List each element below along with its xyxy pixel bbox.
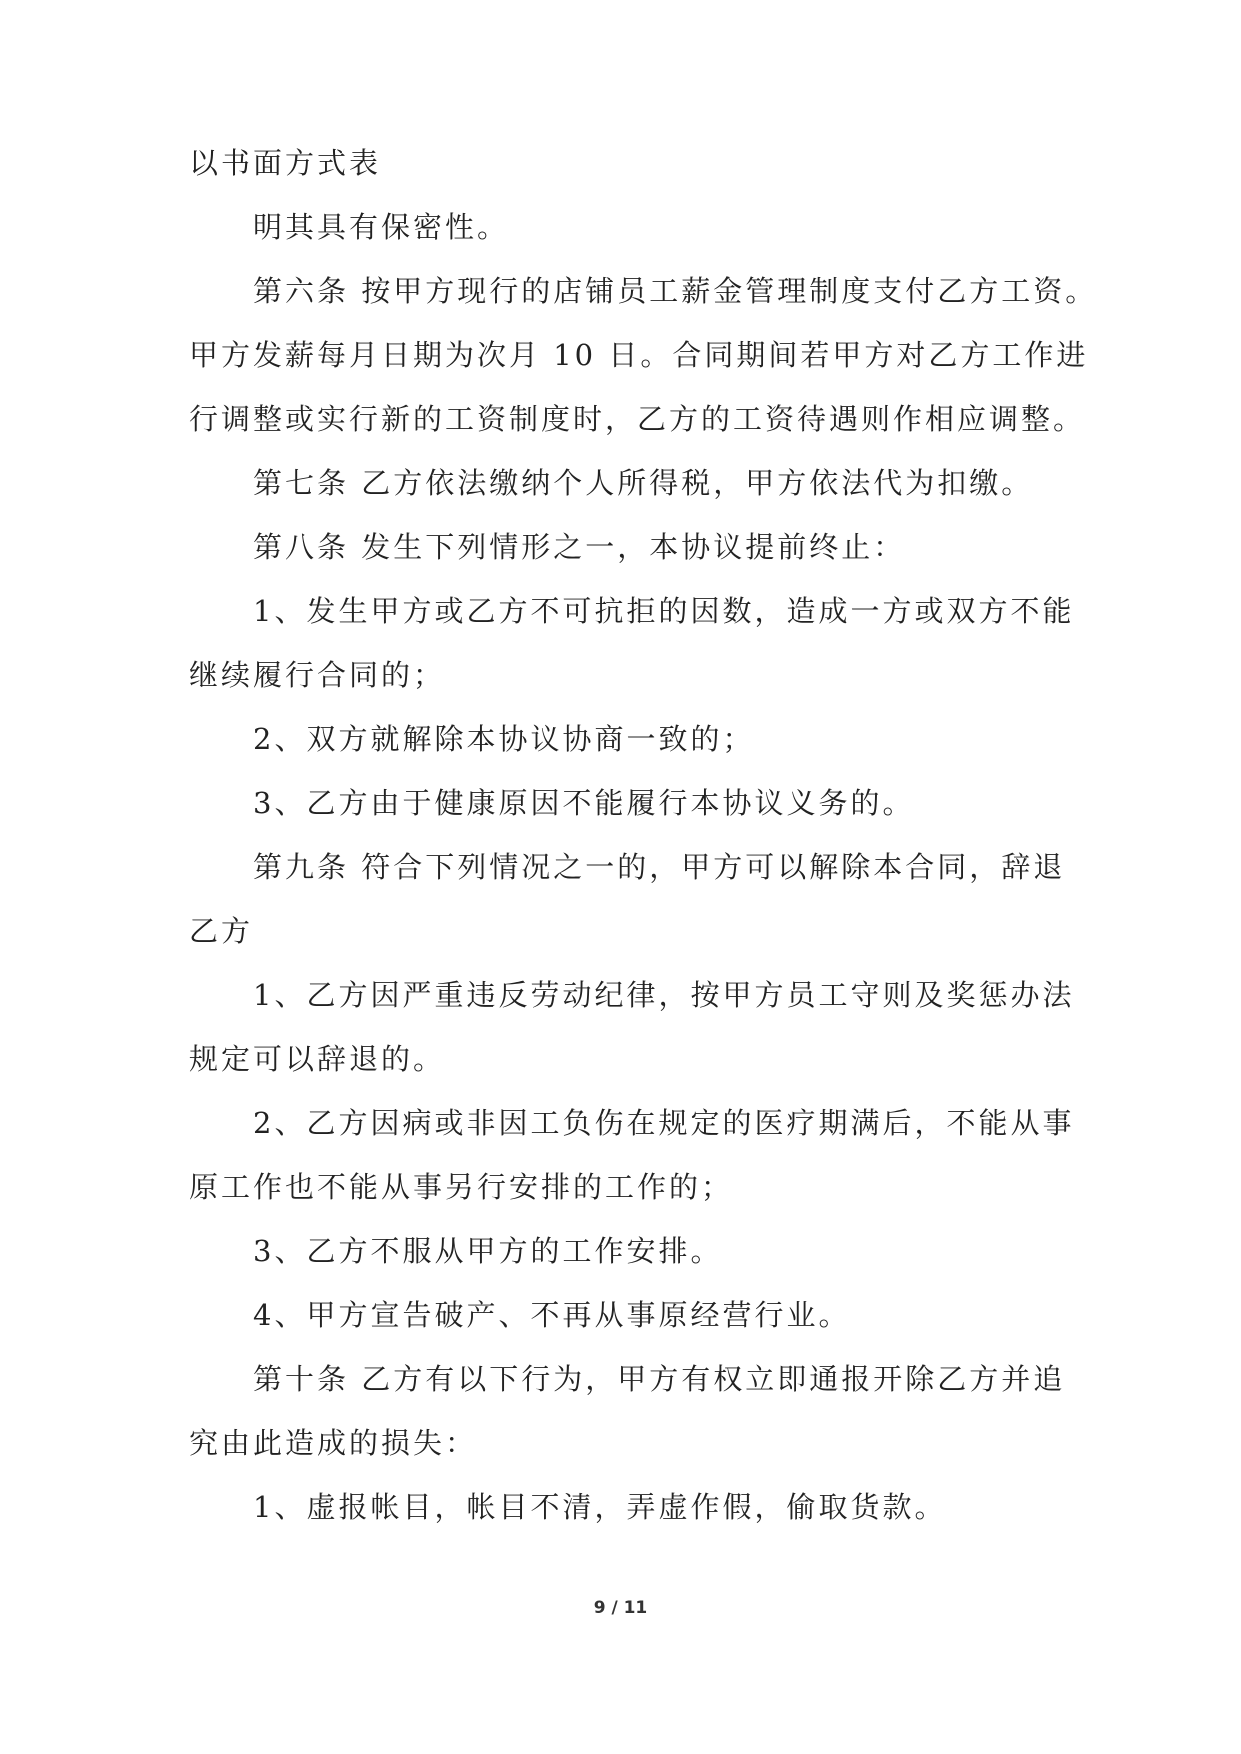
text-line: 行调整或实行新的工资制度时，乙方的工资待遇则作相应调整。	[189, 402, 1086, 436]
text-line: 原工作也不能从事另行安排的工作的；	[189, 1170, 734, 1204]
text-line: 1、虚报帐目，帐目不清，弄虚作假，偷取货款。	[253, 1490, 947, 1524]
text-line: 2、乙方因病或非因工负伤在规定的医疗期满后，不能从事	[253, 1106, 1075, 1140]
page-number: 9 / 11	[593, 1598, 648, 1618]
text-line: 第九条 符合下列情况之一的，甲方可以解除本合同，辞退	[253, 850, 1066, 884]
text-line: 乙方	[189, 914, 254, 948]
text-line: 1、乙方因严重违反劳动纪律，按甲方员工守则及奖惩办法	[253, 978, 1075, 1012]
text-line: 1、发生甲方或乙方不可抗拒的因数，造成一方或双方不能	[253, 594, 1075, 628]
text-line: 明其具有保密性。	[253, 210, 510, 244]
text-line: 3、乙方由于健康原因不能履行本协议义务的。	[253, 786, 915, 820]
text-line: 第十条 乙方有以下行为，甲方有权立即通报开除乙方并追	[253, 1362, 1066, 1396]
text-line: 甲方发薪每月日期为次月 10 日。合同期间若甲方对乙方工作进	[189, 338, 1089, 372]
text-line: 4、甲方宣告破产、不再从事原经营行业。	[253, 1298, 851, 1332]
text-line: 规定可以辞退的。	[189, 1042, 446, 1076]
text-line: 究由此造成的损失：	[189, 1426, 478, 1460]
text-line: 2、双方就解除本协议协商一致的；	[253, 722, 755, 756]
text-line: 第八条 发生下列情形之一，本协议提前终止：	[253, 530, 906, 564]
text-line: 第六条 按甲方现行的店铺员工薪金管理制度支付乙方工资。	[253, 274, 1098, 308]
text-line: 第七条 乙方依法缴纳个人所得税，甲方依法代为扣缴。	[253, 466, 1034, 500]
text-line: 继续履行合同的；	[189, 658, 446, 692]
text-line: 3、乙方不服从甲方的工作安排。	[253, 1234, 723, 1268]
text-line: 以书面方式表	[189, 146, 382, 180]
